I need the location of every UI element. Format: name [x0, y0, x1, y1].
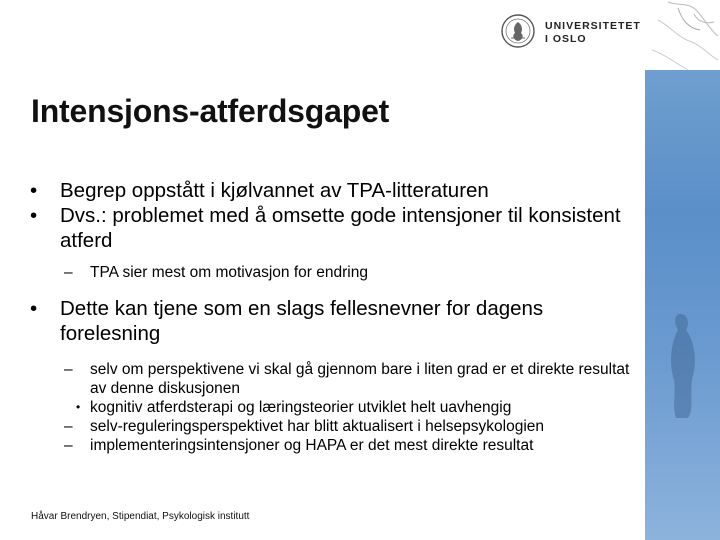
bullet-marker: •	[30, 179, 38, 202]
statue-sketch-image	[648, 0, 720, 74]
bullet-1	[30, 178, 640, 203]
sub-bullet-3-2-text: selv-reguleringsperspektivet har blitt aktualisert i helsepsykologien	[90, 418, 545, 435]
dash-marker: –	[64, 264, 73, 281]
sub-bullet-3-1-text: selv om perspektivene vi skal gå gjennom bare i liten grad er et direkte resultat av denne diskusjonen	[90, 361, 630, 397]
bullet-marker: •	[30, 297, 38, 320]
bullet-2-text: Dvs.: problemet med å omsette gode intensjoner til konsistent atferd	[60, 204, 621, 252]
sub-bullet-3-3	[30, 436, 640, 455]
bullet-3-text: Dette kan tjene som en slags fellesnevner for dagens forelesning	[60, 297, 544, 345]
dash-marker: –	[64, 418, 73, 435]
logo-wordmark	[545, 20, 641, 46]
logo-line-1: UNIVERSITETET	[545, 20, 641, 32]
university-logo	[501, 14, 651, 52]
dash-marker: –	[64, 437, 73, 454]
university-seal-icon	[501, 14, 535, 48]
bullet-1-text: Begrep oppstått i kjølvannet av TPA-litteraturen	[60, 179, 489, 202]
bullet-list	[30, 178, 640, 455]
sub-bullet-3-3-text: implementeringsintensjoner og HAPA er det mest direkte resultat	[90, 437, 534, 454]
sub-sub-bullet-3-1-1	[30, 398, 640, 417]
dash-marker: –	[64, 361, 73, 378]
slide-footer: Håvar Brendryen, Stipendiat, Psykologisk institutt	[31, 511, 250, 522]
bullet-marker-small: •	[76, 400, 81, 414]
logo-line-2: I OSLO	[545, 33, 587, 45]
sub-bullet-3-1	[30, 360, 640, 398]
sub-bullet-3-2	[30, 417, 640, 436]
bullet-marker: •	[30, 204, 38, 227]
bullet-3	[30, 296, 640, 346]
sub-sub-bullet-3-1-1-text: kognitiv atferdsterapi og læringsteorier utviklet helt uavhengig	[90, 399, 512, 416]
statue-figure-image	[658, 310, 708, 420]
slide-title: Intensjons-atferdsgapet	[31, 93, 390, 129]
sub-bullet-2-1-text: TPA sier mest om motivasjon for endring	[90, 264, 368, 281]
decorative-side-strip	[645, 70, 720, 540]
bullet-2	[30, 203, 640, 253]
sub-bullet-2-1	[30, 263, 640, 282]
